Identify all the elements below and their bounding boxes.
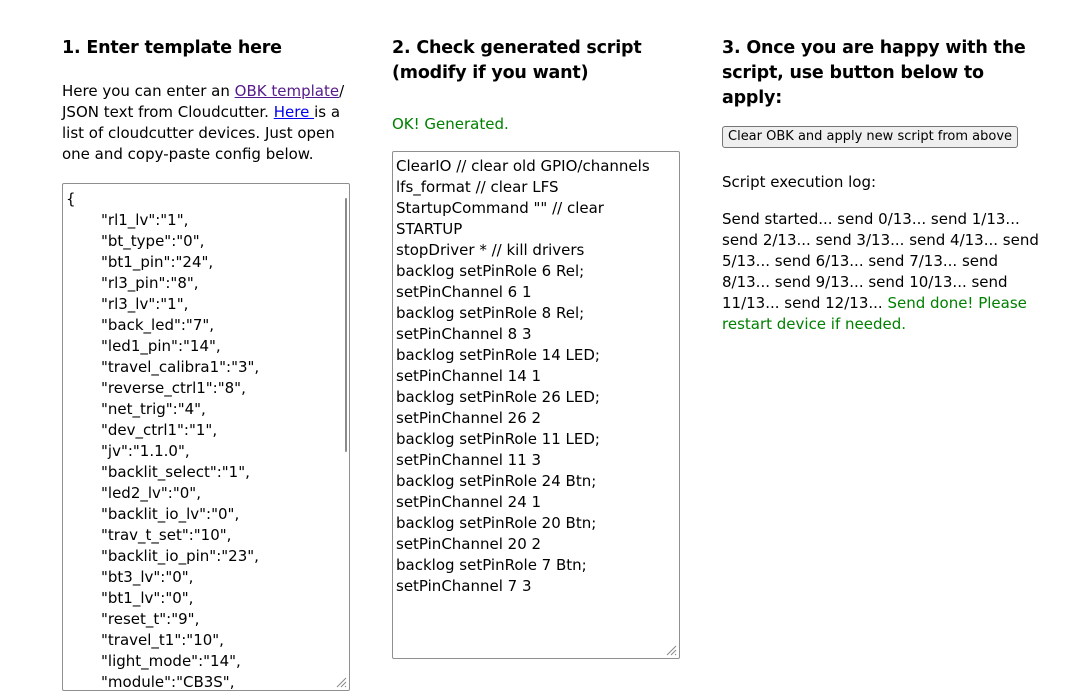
script-column bbox=[392, 36, 697, 659]
template-line: "backlit_io_lv":"0", bbox=[101, 505, 240, 523]
obk-template-link[interactable]: OBK template bbox=[234, 82, 340, 100]
script-textarea[interactable] bbox=[392, 151, 680, 659]
script-line: backlog setPinRole 8 Rel; setPinChannel 8 3 bbox=[396, 304, 585, 343]
script-line: backlog setPinRole 11 LED; setPinChannel 11 3 bbox=[396, 430, 600, 469]
log-label: Script execution log: bbox=[722, 173, 877, 191]
resize-grip-icon[interactable] bbox=[335, 676, 347, 688]
script-line: lfs_format // clear LFS bbox=[396, 178, 559, 196]
cloudcutter-list-link[interactable]: Here bbox=[273, 103, 315, 121]
intro-suffix: is a list of cloudcutter devices. Just open one and copy-paste config below. bbox=[62, 103, 341, 163]
template-content[interactable] bbox=[63, 184, 349, 691]
resize-grip-icon[interactable] bbox=[665, 644, 677, 656]
template-line: "backlit_io_pin":"23", bbox=[101, 547, 259, 565]
script-line: backlog setPinRole 26 LED; setPinChannel 26 2 bbox=[396, 388, 600, 427]
template-line: "reset_t":"9", bbox=[101, 610, 200, 628]
template-line: "dev_ctrl1":"1", bbox=[101, 421, 218, 439]
script-content[interactable] bbox=[393, 152, 679, 597]
template-line: "bt3_lv":"0", bbox=[101, 568, 194, 586]
script-line: backlog setPinRole 7 Btn; setPinChannel 7 3 bbox=[396, 556, 587, 595]
template-column bbox=[62, 36, 357, 691]
template-line: "net_trig":"4", bbox=[101, 400, 206, 418]
script-line: backlog setPinRole 20 Btn; setPinChannel 20 2 bbox=[396, 514, 597, 553]
template-line: "light_mode":"14", bbox=[101, 652, 241, 670]
template-line: "jv":"1.1.0", bbox=[101, 442, 190, 460]
template-line: "back_led":"7", bbox=[101, 316, 215, 334]
template-intro bbox=[62, 81, 357, 165]
template-line: { bbox=[66, 190, 76, 208]
template-line: "travel_calibra1":"3", bbox=[101, 358, 260, 376]
template-line: "travel_t1":"10", bbox=[101, 631, 224, 649]
template-line: "bt1_lv":"0", bbox=[101, 589, 194, 607]
template-line: "reverse_ctrl1":"8", bbox=[101, 379, 246, 397]
template-line: "led1_pin":"14", bbox=[101, 337, 221, 355]
intro-mid: / JSON text from Cloudcutter. bbox=[62, 82, 345, 121]
apply-script-button[interactable]: Clear OBK and apply new script from above bbox=[722, 126, 1018, 148]
template-line: "trav_t_set":"10", bbox=[101, 526, 232, 544]
script-line: backlog setPinRole 14 LED; setPinChannel 14 1 bbox=[396, 346, 600, 385]
script-line: ClearIO // clear old GPIO/channels bbox=[396, 157, 650, 175]
apply-column bbox=[722, 36, 1042, 335]
template-line: "rl1_lv":"1", bbox=[101, 211, 189, 229]
script-line: backlog setPinRole 6 Rel; setPinChannel 6 1 bbox=[396, 262, 585, 301]
log-progress: Send started... send 0/13... send 1/13... send 2/13... send 3/13... send 4/13... send 5/13... send 6/13... send 7/13... send 8/13... send 9/13... send 10/13... send 11/13... send 12/13... bbox=[722, 210, 1039, 312]
template-line: "led2_lv":"0", bbox=[101, 484, 201, 502]
template-line: "backlit_select":"1", bbox=[101, 463, 250, 481]
template-line: "rl3_pin":"8", bbox=[101, 274, 199, 292]
apply-heading: 3. Once you are happy with the script, use button below to apply: bbox=[722, 38, 1026, 108]
script-line: stopDriver * // kill drivers bbox=[396, 241, 585, 259]
scrollbar-thumb[interactable] bbox=[345, 198, 347, 452]
script-heading: 2. Check generated script (modify if you want) bbox=[392, 38, 642, 83]
script-line: StartupCommand "" // clear STARTUP bbox=[396, 199, 604, 238]
template-line: "module":"CB3S", bbox=[101, 673, 235, 691]
execution-log bbox=[722, 209, 1042, 335]
intro-prefix: Here you can enter an bbox=[62, 82, 235, 100]
template-line: "rl3_lv":"1", bbox=[101, 295, 189, 313]
template-line: "bt_type":"0", bbox=[101, 232, 205, 250]
script-line: backlog setPinRole 24 Btn; setPinChannel 24 1 bbox=[396, 472, 597, 511]
generate-status: OK! Generated. bbox=[392, 115, 509, 133]
template-textarea[interactable] bbox=[62, 183, 350, 691]
template-heading: 1. Enter template here bbox=[62, 38, 282, 58]
log-done-message: Send done! Please restart device if needed. bbox=[722, 294, 1027, 333]
template-line: "bt1_pin":"24", bbox=[101, 253, 214, 271]
